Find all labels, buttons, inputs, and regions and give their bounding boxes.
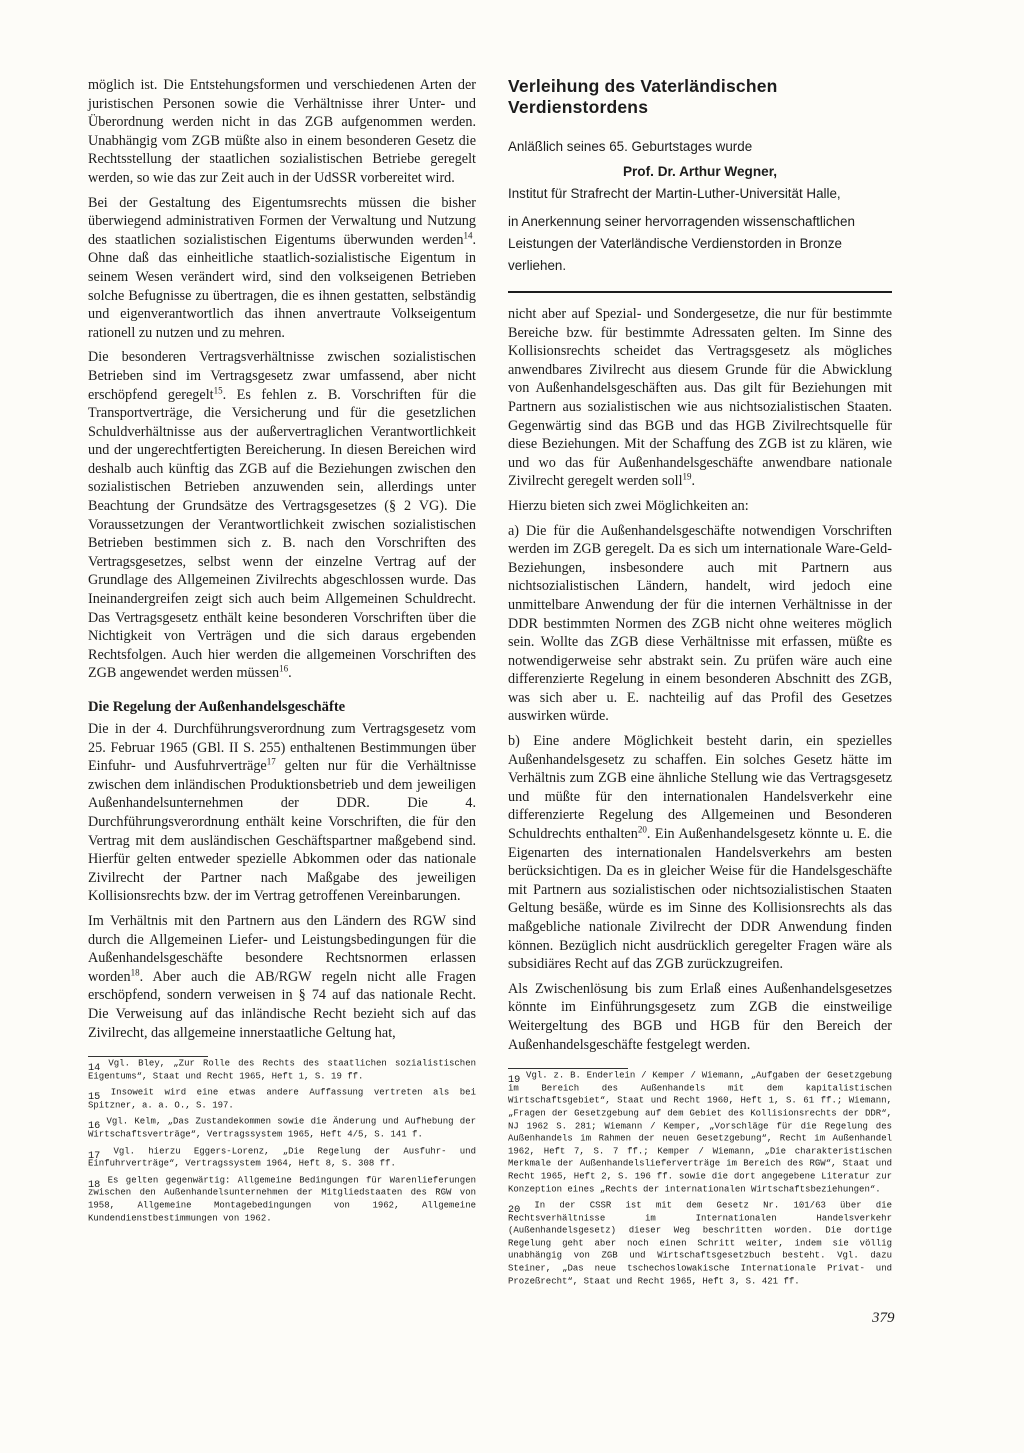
paragraph: möglich ist. Die Entstehungsformen und verschiedenen Arten der juristischen Personen sowie die Verhältnisse ihrer Unter- und Überordnung werden nicht in das ZGB aufgenommen werden. Unabhängig vom ZGB müßte also in einem besonderen Gesetz die Rechtsstellung der staatlichen sozialistischen Betriebe geregelt werden, so wie das zur Zeit auch in der UdSSR vorbereitet wird. <box>88 77 476 186</box>
footnote: 19 Vgl. z. B. Enderlein / Kemper / Wiemann, „Aufgaben der Gesetzgebung im Bereich des Außenhandels mit dem kapitalistischen Wirtschaftsgebiet“, Staat und Recht 1960, Heft 1, S. 61 ff.; Wiemann, „Fragen der Gesetzgebung auf dem Gebiet des Kollisionsrechts der DDR“, NJ 1962 S. 281; Wiemann / Kemper, „Vorschläge für die Regelung des Außenhandels im Rahmen der neuen Gesetzgebung“, Recht im Außenhandel 1962, Heft 7, S. 7 ff.; Kemper / Wiemann, „Die charakteristischen Merkmale der Außenhandelslieferverträge im Bereich des RGW“, Staat und Recht 1965, Heft 2, S. 196 ff. sowie die dort angegebene Literatur zur Konzeption eines „Rechts der internationalen Wirtschaftsbeziehungen“. <box>508 1070 892 1195</box>
footnote-ref: Vgl. hierzu Eggers-Lorenz, „Die Regelung der Ausfuhr- und Einfuhrverträge“, Vertragssystem 1964, Heft 8, S. 308 ff. <box>88 1146 476 1169</box>
left-footnotes <box>88 1058 476 1230</box>
announcement-divider <box>508 291 892 293</box>
footnote-ref: Vgl. z. B. Enderlein / Kemper / Wiemann, „Aufgaben der Gesetzgebung im Bereich des Außenhandels mit dem kapitalistischen Wirtschaftsgebiet“, Staat und Recht 1960, Heft 1, S. 61 ff.; Wiemann, „Fragen der Gesetzgebung auf dem Gebiet des Kollisionsrechts der DDR“, NJ 1962 S. 281; Wiemann / Kemper, „Vorschläge für die Regelung des Außenhandels im Rahmen der neuen Gesetzgebung“, Recht im Außenhandel 1962, Heft 7, S. 7 ff.; Kemper / Wiemann, „Die charakteristischen Merkmale der Außenhandelslieferverträge im Bereich des RGW“, Staat und Recht 1965, Heft 2, S. 196 ff. sowie die dort angegebene Literatur zur Konzeption eines „Rechts der internationalen Wirtschaftsbeziehungen“. <box>508 1070 892 1195</box>
paragraph: Im Verhältnis mit den Partnern aus den Ländern des RGW sind durch die Allgemeinen Liefer- und Leistungsbedingungen für die Außenhandelsgeschäfte besondere Rechtsnormen erlassen worden$^{18}$. Aber auch die AB/RGW regeln nicht alle Fragen erschöpfend, sondern verweisen in § 74 auf das nationale Recht. Die Verweisung auf das inländische Recht bezieht sich auf das Zivilrecht, das allgemeine innerstaatliche Geltung hat, <box>88 912 476 1041</box>
right-column <box>508 76 892 1297</box>
paragraph: Die in der 4. Durchführungsverordnung zum Vertragsgesetz vom 25. Februar 1965 (GBl. II S. 255) enthaltenen Bestimmungen über Einfuhr- und Ausfuhrverträge$^{17}$ gelten nur für die Verhältnisse zwischen dem inländischen Produktionsbetrieb und dem jeweiligen Außenhandelsunternehmen der DDR. Die 4. Durchführungsverordnung enthält keine Vorschriften, die für den Vertrag mit dem ausländischen Geschäftspartner maßgebend sind. Hierfür gelten entweder spezielle Abkommen oder das nationale Zivilrecht der Partner nach Maßgabe des jeweiligen Kollisionsrechts bzw. der im Vertrag getroffenen Vereinbarungen. <box>88 721 476 905</box>
paragraph: Die besonderen Vertragsverhältnisse zwischen sozialistischen Betrieben sind im Vertragsgesetz zwar umfassend, aber nicht erschöpfend geregelt$^{15}$. Es fehlen z. B. Vorschriften für die Transportverträge, die Versicherung und für die gesetzlichen Schuldverhältnisse aus der außervertraglichen Verantwortlichkeit und der ungerechtfertigten Bereicherung. In diesen Bereichen wird deshalb auch künftig das ZGB auf die Beziehungen zwischen den sozialistischen Betrieben anzuwenden sein, allerdings unter Beachtung der Grundsätze des Vertragsgesetzes (§ 2 VG). Die Voraussetzungen der Verantwortlichkeit zwischen sozialistischen Betrieben bestimmen sich z. B. nach den Vorschriften des Vertragsgesetzes, selbst wenn der einzelne Vertrag auf der Grundlage des Allgemeinen Zivilrechts abgeschlossen wurde. Das Ineinandergreifen zeigt sich auch beim Allgemeinen Schuldrecht. Das Vertragsgesetz enthält keine besonderen Vorschriften über die Nichtigkeit von Verträgen und die sich daraus ergebenden Rechtsfolgen. Auch hier werden die allgemeinen Vorschriften des ZGB angewendet werden müssen$^{16}$. <box>88 349 476 682</box>
announcement-reason: in Anerkennung seiner hervorragenden wissenschaftlichen Leistungen der Vaterländische Verdienstorden in Bronze verliehen. <box>508 214 855 273</box>
footnote: 20 In der CSSR ist mit dem Gesetz Nr. 101/63 über die Rechtsverhältnisse im Internationalen Handelsverkehr (Außenhandelsgesetz) dieser Weg beschritten worden. Die dortige Regelung geht aber noch einen Schritt weiter, indem sie völlig unabhängig von ZGB und Wirtschaftsgesetzbuch besteht. Vgl. dazu Steiner, „Das neue tschechoslowakische Internationale Privat- und Prozeßrecht“, Staat und Recht 1965, Heft 3, S. 421 ff. <box>508 1200 892 1287</box>
paragraph: nicht aber auf Spezial- und Sondergesetze, die nur für bestimmte Bereiche bzw. für bestimmte Adressaten gelten. Im Sinne des Kollisionsrechts scheidet das Vertragsgesetz als mögliches anwendbares Zivilrecht aus diesem Grunde für die Abwicklung von Außenhandelsgeschäften aus. Das gilt für Beziehungen mit Partnern aus sozialistischen wie aus nichtsozialistischen Staaten. Gegenwärtig sind das BGB und das HGB Zivilrechtsquelle für diese Beziehungen. Mit der Schaffung des ZGB ist zu klären, wie und wo das für Außenhandelsgeschäfte anwendbare nationale Zivilrecht geregelt werden soll$^{19}$. <box>508 306 892 490</box>
footnote: 17 $^{Vgl. hierzu Eggers-Lorenz, „Die Regelung der Ausfuhr- und Einfuhrverträge“, Vertragssystem 1964, Heft 8, S. 308 ff.}$ <box>88 1146 476 1169</box>
left-section-text <box>88 720 476 1042</box>
announcement-recipient: Prof. Dr. Arthur Wegner, <box>622 164 778 179</box>
footnote-ref: Vgl. Kelm, „Das Zustandekommen sowie die Änderung und Aufhebung der Wirtschaftsverträge“, Vertragssystem 1965, Heft 4/5, S. 141 f. <box>88 1117 476 1140</box>
footnote-rule <box>508 1068 628 1069</box>
footnote-ref: 19 <box>682 471 692 482</box>
announcement <box>508 76 892 277</box>
footnote-ref: In der CSSR ist mit dem Gesetz Nr. 101/63 über die Rechtsverhältnisse im Internationalen Handelsverkehr (Außenhandelsgesetz) dieser Weg beschritten worden. Die dortige Regelung geht aber noch einen Schritt weiter, indem sie völlig unabhängig von ZGB und Wirtschaftsgesetzbuch besteht. Vgl. dazu Steiner, „Das neue tschechoslowakische Internationale Privat- und Prozeßrecht“, Staat und Recht 1965, Heft 3, S. 421 ff. <box>508 1200 892 1287</box>
footnote-ref: 14 <box>463 230 473 241</box>
footnote: 15 $^{Insoweit wird eine etwas andere Auffassung vertreten als bei Spitzner, a. a. O., S. 197.}$ <box>88 1087 476 1111</box>
footnote-ref: Es gelten gegenwärtig: Allgemeine Bedingungen für Warenlieferungen zwischen den Außenhandelsunternehmen der Mitgliedstaaten des RGW von 1958, Allgemeine Montagebedingungen von 1962, Allgemeine Kundendienstbestimmungen von 1962. <box>88 1175 476 1224</box>
section-heading: Die Regelung der Außenhandelsgeschäfte <box>88 699 346 715</box>
footnote-ref: Insoweit wird eine etwas andere Auffassung vertreten als bei Spitzner, a. a. O., S. 197. <box>88 1087 476 1111</box>
footnote-ref: 16 <box>279 663 289 674</box>
paragraph: Hierzu bieten sich zwei Möglichkeiten an: <box>508 497 749 514</box>
footnote-ref: Vgl. Bley, „Zur Rolle des Rechts des staatlichen sozialistischen Eigentums“, Staat und Recht 1965, Heft 1, S. 19 ff. <box>88 1058 476 1082</box>
footnote: 16 $^{Vgl. Kelm, „Das Zustandekommen sowie die Änderung und Aufhebung der Wirtschaftsverträge“, Vertragssystem 1965, Heft 4/5, S. 141 f.}$ <box>88 1117 476 1140</box>
announcement-intro: Anläßlich seines 65. Geburtstages wurde <box>508 139 753 154</box>
footnote: 14 $^{Vgl. Bley, „Zur Rolle des Rechts des staatlichen sozialistischen Eigentums“, Staat und Recht 1965, Heft 1, S. 19 ff.}$ <box>88 1058 476 1082</box>
paragraph: b) Eine andere Möglichkeit besteht darin, ein spezielles Außenhandelsgesetz zu schaffen. Ein solches Gesetz hätte im Verhältnis zum ZGB eine ähnliche Stellung wie das Vertragsgesetz und müßte für den internationalen Handelsverkehr eine differenzierte Regelung des Allgemeinen und Besonderen Schuldrechts enthalten$^{20}$. Ein Außenhandelsgesetz könnte u. E. die Eigenarten des internationalen Handelsverkehrs am besten berücksichtigen. Da es in gleicher Weise für die Handelsgeschäfte mit Partnern aus sozialistischen oder nichtsozialistischen Staaten Geltung besäße, würde es im Sinne des Kollisionsrechts als das maßgebliche nationale Zivilrecht der DDR Anwendung finden können. Bezüglich nicht ausdrücklich geregelter Fragen wäre als subsidiäres Recht auf das ZGB zurückzugreifen. <box>508 733 892 973</box>
left-column <box>88 76 476 1234</box>
footnote-ref: 18 <box>130 966 140 977</box>
right-body-text <box>508 305 892 1054</box>
announcement-institute: Institut für Strafrecht der Martin-Luther-Universität Halle, <box>508 186 841 201</box>
footnote-rule <box>88 1056 208 1057</box>
announcement-title: Verleihung des Vaterländischen Verdienstordens <box>508 76 778 117</box>
footnote-ref: 17 <box>266 756 276 767</box>
paragraph: Als Zwischenlösung bis zum Erlaß eines Außenhandelsgesetzes könnte im Einführungsgesetz zum ZGB die einstweilige Weitergeltung des BGB und HGB für den Bereich der Außenhandelsgeschäfte festgelegt werden. <box>508 980 892 1053</box>
left-body-text <box>88 76 476 683</box>
footnote: 18 $^{Es gelten gegenwärtig: Allgemeine Bedingungen für Warenlieferungen zwischen den Außenhandelsunternehmen der Mitgliedstaaten des RGW von 1958, Allgemeine Montagebedingungen von 1962, Allgemeine Kundendienstbestimmungen von 1962.}$ <box>88 1175 476 1224</box>
right-footnotes <box>508 1070 892 1293</box>
footnote-ref: 20 <box>637 824 647 835</box>
footnote-ref: 15 <box>213 384 223 395</box>
paragraph: Bei der Gestaltung des Eigentumsrechts müssen die bisher überwiegend administrativen Formen der Verwaltung und Nutzung des staatlichen sozialistischen Eigentums überwunden werden$^{14}$. Ohne daß das einheitliche staatlich-sozialistische Eigentum in seinem Wesen verändert wird, sind den volkseigenen Betrieben solche Befugnisse zu übertragen, die es ihnen gestatten, selbständig und eigenverantwortlich das ihnen anvertraute Volkseigentum rationell zu nutzen und zu mehren. <box>88 194 476 341</box>
paragraph: a) Die für die Außenhandelsgeschäfte notwendigen Vorschriften werden im ZGB geregelt. Da es sich um internationale Ware-Geld-Beziehungen, insbesondere auch mit Partnern aus nichtsozialistischen Ländern, handelt, wird jedoch eine unmittelbare Anwendung der für die internen Verhältnisse in der DDR bestimmten Normen des ZGB nicht ohne weiteres möglich sein. Wollte das ZGB diese Verhältnisse mit erfassen, müßte es notwendigerweise sehr abstrakt sein. Zu prüfen wäre auch eine differenzierte Regelung in einem besonderen Abschnitt des ZGB, was sich aber u. E. nachteilig auf das Profil des Gesetzes auswirken würde. <box>508 522 892 725</box>
page-number: 379 <box>872 1310 895 1326</box>
